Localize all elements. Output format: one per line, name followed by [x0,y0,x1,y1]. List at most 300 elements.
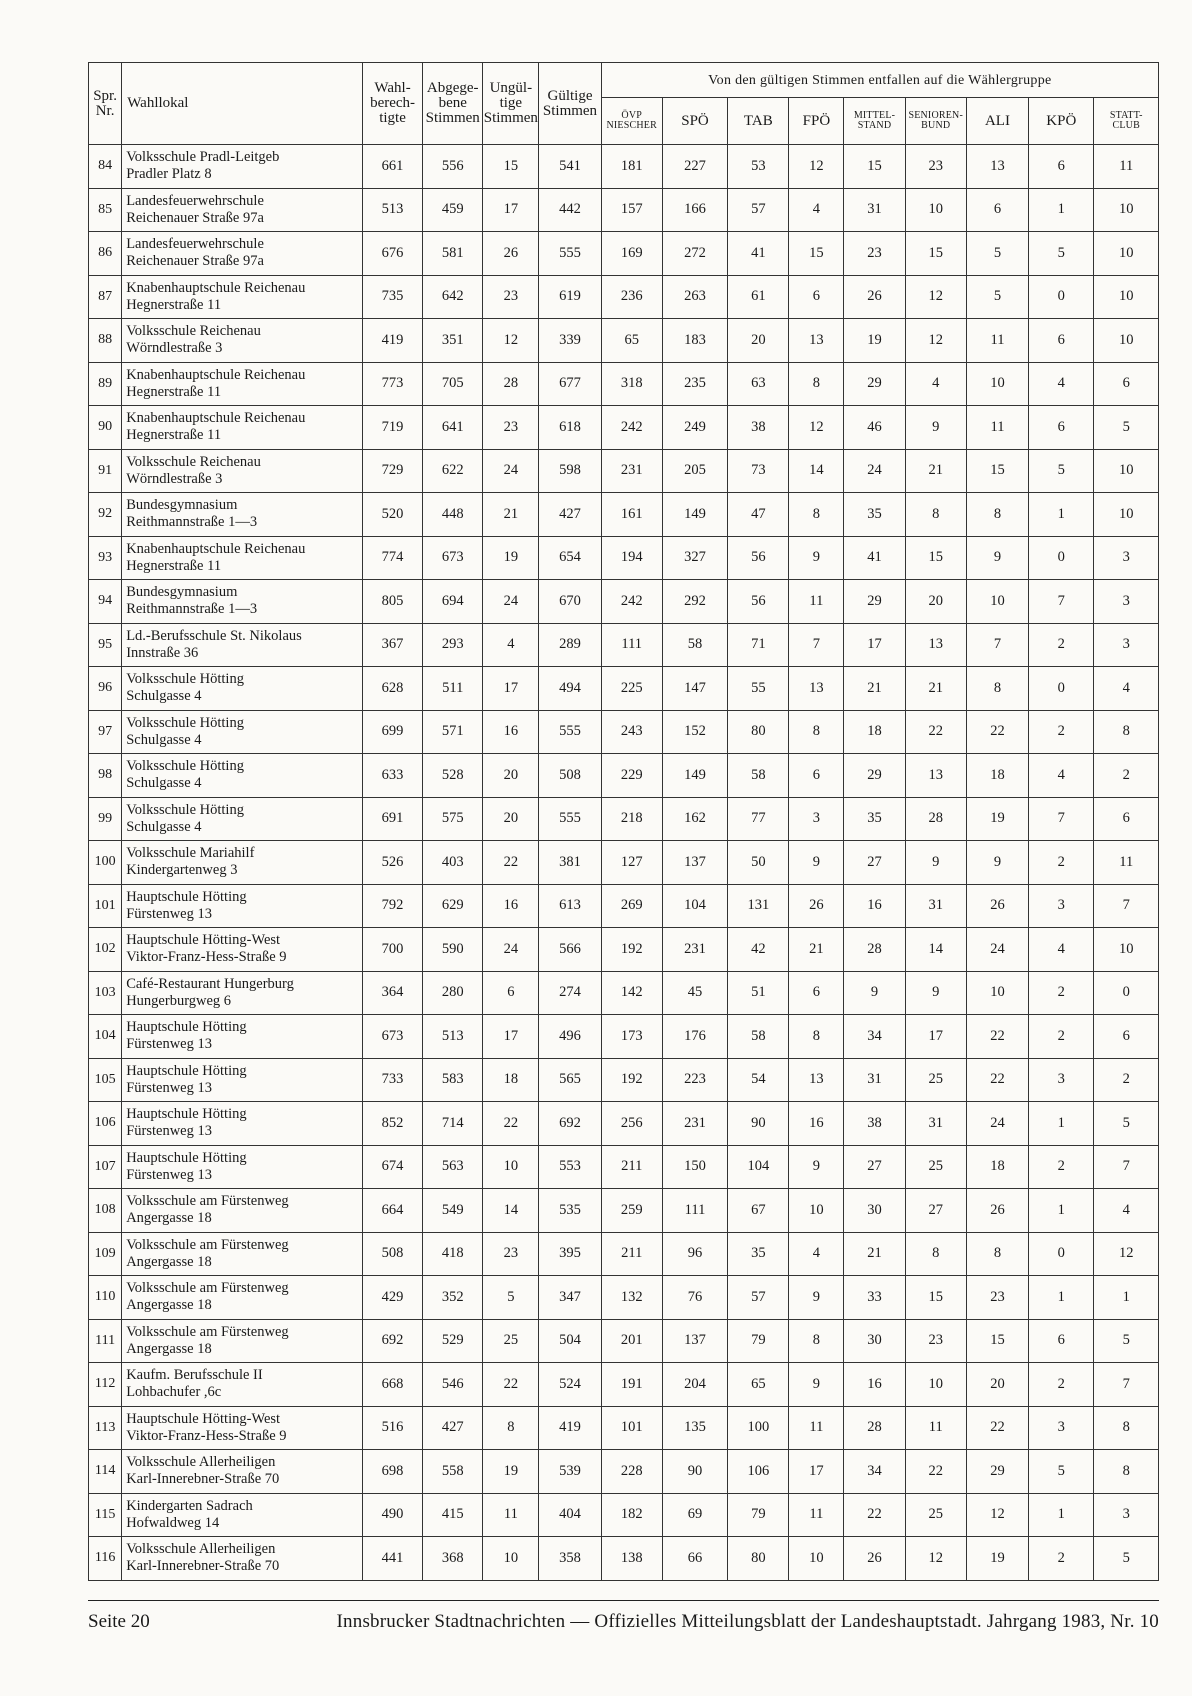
station-name: Kaufm. Berufsschule II [126,1367,263,1384]
vote-cell: 5 [1094,1102,1159,1146]
table-row [89,884,1159,928]
vote-cell: 27 [844,841,905,885]
station-name: Volksschule Hötting [126,671,244,688]
vote-cell: 280 [423,971,483,1015]
vote-cell: 9 [789,1145,844,1189]
vote-cell: 590 [423,928,483,972]
vote-cell: 169 [601,232,662,276]
vote-cell: 677 [539,362,601,406]
station-name: Volksschule Pradl-Leitgeb [126,149,280,166]
vote-cell: 4 [1029,754,1094,798]
vote-cell: 18 [483,1058,539,1102]
vote-cell: 57 [728,188,789,232]
vote-cell: 513 [362,188,422,232]
vote-cell: 13 [789,319,844,363]
station-name: Volksschule Allerheiligen [126,1541,276,1558]
vote-cell: 699 [362,710,422,754]
vote-cell: 29 [844,754,905,798]
station-name: Kindergarten Sadrach [126,1497,253,1514]
vote-cell: 132 [601,1276,662,1320]
vote-cell: 12 [905,1537,966,1581]
vote-cell: 619 [539,275,601,319]
vote-cell: 58 [728,1015,789,1059]
vote-cell: 80 [728,710,789,754]
vote-cell: 459 [423,188,483,232]
vote-cell: 524 [539,1363,601,1407]
vote-cell: 628 [362,667,422,711]
vote-cell: 448 [423,493,483,537]
vote-cell: 173 [601,1015,662,1059]
vote-cell: 8 [966,1232,1028,1276]
vote-cell: 5 [1094,1537,1159,1581]
row-number: 93 [89,536,122,580]
vote-cell: 5 [483,1276,539,1320]
vote-cell: 8 [905,1232,966,1276]
vote-cell: 21 [789,928,844,972]
vote-cell: 5 [1094,406,1159,450]
vote-cell: 249 [662,406,727,450]
vote-cell: 9 [905,971,966,1015]
vote-cell: 24 [483,928,539,972]
vote-cell: 16 [844,884,905,928]
vote-cell: 242 [601,580,662,624]
vote-cell: 0 [1029,536,1094,580]
vote-cell: 15 [905,232,966,276]
vote-cell: 698 [362,1450,422,1494]
row-number: 107 [89,1145,122,1189]
vote-cell: 673 [423,536,483,580]
vote-cell: 16 [483,710,539,754]
vote-cell: 24 [966,928,1028,972]
vote-cell: 535 [539,1189,601,1233]
vote-cell: 490 [362,1493,422,1537]
polling-station [122,449,363,493]
vote-cell: 19 [844,319,905,363]
vote-cell: 8 [789,1015,844,1059]
vote-cell: 419 [539,1406,601,1450]
table-row [89,797,1159,841]
polling-station [122,841,363,885]
vote-cell: 15 [966,1319,1028,1363]
station-name: Hauptschule Hötting [126,888,247,905]
header-party-group-title: Von den gültigen Stimmen entfallen auf die Wählergruppe [601,63,1158,98]
publication-line: Innsbrucker Stadtnachrichten — Offizielles Mitteilungsblatt der Landeshauptstadt. Jahrgang 1983, Nr. 10 [336,1611,1159,1632]
vote-cell: 161 [601,493,662,537]
vote-cell: 22 [966,1406,1028,1450]
vote-cell: 10 [905,188,966,232]
vote-cell: 318 [601,362,662,406]
vote-cell: 613 [539,884,601,928]
station-address: Fürstenweg 13 [126,905,212,922]
vote-cell: 28 [844,1406,905,1450]
table-body [89,145,1159,1581]
vote-cell: 555 [539,797,601,841]
vote-cell: 77 [728,797,789,841]
vote-cell: 8 [483,1406,539,1450]
row-number: 92 [89,493,122,537]
vote-cell: 21 [844,667,905,711]
vote-cell: 256 [601,1102,662,1146]
table-row [89,536,1159,580]
vote-cell: 1 [1094,1276,1159,1320]
vote-cell: 9 [789,536,844,580]
vote-cell: 6 [966,188,1028,232]
table-row [89,232,1159,276]
polling-station [122,710,363,754]
vote-cell: 150 [662,1145,727,1189]
station-address: Fürstenweg 13 [126,1036,212,1053]
table-row [89,1406,1159,1450]
vote-cell: 269 [601,884,662,928]
vote-cell: 10 [1094,232,1159,276]
vote-cell: 18 [966,754,1028,798]
vote-cell: 41 [728,232,789,276]
station-name: Landesfeuerwehrschule [126,236,264,253]
vote-cell: 10 [966,580,1028,624]
vote-cell: 225 [601,667,662,711]
vote-cell: 719 [362,406,422,450]
station-name: Hauptschule Hötting [126,1019,247,1036]
vote-cell: 641 [423,406,483,450]
table-row [89,1450,1159,1494]
vote-cell: 6 [1029,319,1094,363]
vote-cell: 79 [728,1319,789,1363]
vote-cell: 47 [728,493,789,537]
vote-cell: 71 [728,623,789,667]
vote-cell: 618 [539,406,601,450]
vote-cell: 581 [423,232,483,276]
polling-station [122,406,363,450]
vote-cell: 1 [1029,1276,1094,1320]
vote-cell: 30 [844,1319,905,1363]
vote-cell: 2 [1029,841,1094,885]
vote-cell: 0 [1029,667,1094,711]
vote-cell: 700 [362,928,422,972]
station-address: Reichenauer Straße 97a [126,253,264,270]
vote-cell: 4 [789,1232,844,1276]
vote-cell: 661 [362,145,422,189]
vote-cell: 735 [362,275,422,319]
vote-cell: 10 [1094,275,1159,319]
vote-cell: 10 [905,1363,966,1407]
vote-cell: 235 [662,362,727,406]
vote-cell: 274 [539,971,601,1015]
vote-cell: 2 [1094,754,1159,798]
vote-cell: 17 [844,623,905,667]
vote-cell: 8 [966,493,1028,537]
vote-cell: 28 [905,797,966,841]
vote-cell: 205 [662,449,727,493]
vote-cell: 3 [1094,623,1159,667]
vote-cell: 629 [423,884,483,928]
vote-cell: 2 [1029,1015,1094,1059]
vote-cell: 272 [662,232,727,276]
station-name: Hauptschule Hötting-West [126,1410,281,1427]
station-address: Innstraße 36 [126,644,199,661]
vote-cell: 8 [1094,710,1159,754]
table-row [89,710,1159,754]
vote-cell: 4 [905,362,966,406]
vote-cell: 231 [601,449,662,493]
vote-cell: 26 [966,884,1028,928]
row-number: 101 [89,884,122,928]
vote-cell: 729 [362,449,422,493]
vote-cell: 182 [601,1493,662,1537]
polling-station [122,188,363,232]
vote-cell: 18 [844,710,905,754]
vote-cell: 26 [483,232,539,276]
vote-cell: 242 [601,406,662,450]
vote-cell: 571 [423,710,483,754]
station-name: Volksschule am Fürstenweg [126,1280,289,1297]
vote-cell: 5 [1029,232,1094,276]
polling-station [122,580,363,624]
row-number: 104 [89,1015,122,1059]
row-number: 112 [89,1363,122,1407]
vote-cell: 664 [362,1189,422,1233]
vote-cell: 25 [483,1319,539,1363]
polling-station [122,1363,363,1407]
vote-cell: 28 [483,362,539,406]
vote-cell: 25 [905,1145,966,1189]
station-address: Hegnerstraße 11 [126,296,222,313]
vote-cell: 236 [601,275,662,319]
vote-cell: 852 [362,1102,422,1146]
vote-cell: 508 [539,754,601,798]
vote-cell: 16 [844,1363,905,1407]
vote-cell: 137 [662,841,727,885]
vote-cell: 51 [728,971,789,1015]
vote-cell: 516 [362,1406,422,1450]
vote-cell: 149 [662,754,727,798]
vote-cell: 705 [423,362,483,406]
vote-cell: 20 [966,1363,1028,1407]
vote-cell: 714 [423,1102,483,1146]
vote-cell: 2 [1029,971,1094,1015]
vote-cell: 137 [662,1319,727,1363]
header-party-3: FPÖ [789,98,844,145]
vote-cell: 546 [423,1363,483,1407]
vote-cell: 4 [1094,1189,1159,1233]
table-row [89,623,1159,667]
vote-cell: 494 [539,667,601,711]
vote-cell: 17 [483,1015,539,1059]
polling-station [122,1015,363,1059]
vote-cell: 1 [1029,188,1094,232]
vote-cell: 10 [1094,188,1159,232]
row-number: 116 [89,1537,122,1581]
vote-cell: 7 [789,623,844,667]
page-footer [88,1600,1159,1632]
vote-cell: 65 [728,1363,789,1407]
vote-cell: 191 [601,1363,662,1407]
station-address: Fürstenweg 13 [126,1166,212,1183]
vote-cell: 9 [966,536,1028,580]
vote-cell: 633 [362,754,422,798]
vote-cell: 10 [966,971,1028,1015]
header-wahllokal: Wahllokal [122,63,363,145]
vote-cell: 8 [789,362,844,406]
vote-cell: 14 [905,928,966,972]
vote-cell: 142 [601,971,662,1015]
vote-cell: 2 [1029,1145,1094,1189]
polling-station [122,1276,363,1320]
vote-cell: 1 [1029,1102,1094,1146]
vote-cell: 13 [966,145,1028,189]
table-row [89,667,1159,711]
vote-cell: 211 [601,1232,662,1276]
vote-cell: 5 [966,275,1028,319]
vote-cell: 24 [966,1102,1028,1146]
vote-cell: 0 [1029,1232,1094,1276]
vote-cell: 339 [539,319,601,363]
vote-cell: 17 [483,188,539,232]
vote-cell: 13 [905,623,966,667]
vote-cell: 418 [423,1232,483,1276]
row-number: 105 [89,1058,122,1102]
vote-cell: 575 [423,797,483,841]
polling-station [122,1189,363,1233]
vote-cell: 11 [1094,841,1159,885]
vote-cell: 352 [423,1276,483,1320]
table-row [89,841,1159,885]
vote-cell: 566 [539,928,601,972]
table-row [89,1015,1159,1059]
station-name: Hauptschule Hötting [126,1149,247,1166]
vote-cell: 555 [539,232,601,276]
vote-cell: 263 [662,275,727,319]
vote-cell: 441 [362,1537,422,1581]
vote-cell: 90 [662,1450,727,1494]
vote-cell: 57 [728,1276,789,1320]
row-number: 98 [89,754,122,798]
row-number: 87 [89,275,122,319]
polling-station [122,1145,363,1189]
station-address: Angergasse 18 [126,1253,212,1270]
station-address: Reithmannstraße 1—3 [126,514,258,531]
station-name: Volksschule Hötting [126,758,244,775]
vote-cell: 26 [789,884,844,928]
vote-cell: 69 [662,1493,727,1537]
vote-cell: 138 [601,1537,662,1581]
vote-cell: 10 [1094,449,1159,493]
vote-cell: 774 [362,536,422,580]
header-party-7: KPÖ [1029,98,1094,145]
station-name: Volksschule Reichenau [126,453,261,470]
vote-cell: 19 [483,536,539,580]
vote-cell: 19 [483,1450,539,1494]
vote-cell: 9 [844,971,905,1015]
vote-cell: 3 [1029,884,1094,928]
polling-station [122,1406,363,1450]
vote-cell: 327 [662,536,727,580]
vote-cell: 149 [662,493,727,537]
vote-cell: 11 [789,1406,844,1450]
table-row [89,1319,1159,1363]
vote-cell: 22 [966,710,1028,754]
vote-cell: 0 [1029,275,1094,319]
vote-cell: 654 [539,536,601,580]
vote-cell: 6 [1029,406,1094,450]
row-number: 110 [89,1276,122,1320]
vote-cell: 12 [966,1493,1028,1537]
vote-cell: 31 [905,1102,966,1146]
header-spr-nr: Spr. Nr. [89,63,122,145]
page-number: Seite 20 [88,1611,150,1632]
vote-cell: 6 [1094,797,1159,841]
vote-cell: 227 [662,145,727,189]
vote-cell: 13 [789,1058,844,1102]
station-address: Angergasse 18 [126,1340,212,1357]
vote-cell: 15 [905,1276,966,1320]
vote-cell: 3 [1029,1058,1094,1102]
polling-station [122,275,363,319]
table-row [89,145,1159,189]
vote-cell: 15 [966,449,1028,493]
station-address: Fürstenweg 13 [126,1123,212,1140]
polling-station [122,1319,363,1363]
vote-cell: 22 [905,1450,966,1494]
vote-cell: 26 [844,275,905,319]
vote-cell: 176 [662,1015,727,1059]
vote-cell: 135 [662,1406,727,1450]
vote-cell: 23 [905,1319,966,1363]
station-name: Ld.-Berufsschule St. Nikolaus [126,627,302,644]
vote-cell: 25 [905,1058,966,1102]
vote-cell: 7 [1029,797,1094,841]
station-name: Knabenhauptschule Reichenau [126,540,306,557]
polling-station [122,145,363,189]
station-address: Viktor-Franz-Hess-Straße 9 [126,1427,287,1444]
polling-station [122,1493,363,1537]
vote-cell: 0 [1094,971,1159,1015]
vote-cell: 6 [1029,1319,1094,1363]
vote-cell: 8 [905,493,966,537]
row-number: 96 [89,667,122,711]
row-number: 91 [89,449,122,493]
row-number: 84 [89,145,122,189]
row-number: 113 [89,1406,122,1450]
table-row [89,928,1159,972]
vote-cell: 23 [483,275,539,319]
table-header [89,63,1159,145]
vote-cell: 42 [728,928,789,972]
vote-cell: 7 [1094,1363,1159,1407]
station-name: Volksschule Mariahilf [126,845,255,862]
vote-cell: 50 [728,841,789,885]
vote-cell: 2 [1029,1363,1094,1407]
table-row [89,1232,1159,1276]
header-party-2: TAB [728,98,789,145]
vote-cell: 147 [662,667,727,711]
vote-cell: 66 [662,1537,727,1581]
vote-cell: 415 [423,1493,483,1537]
vote-cell: 14 [483,1189,539,1233]
station-address: Kindergartenweg 3 [126,862,238,879]
vote-cell: 670 [539,580,601,624]
vote-cell: 21 [483,493,539,537]
vote-cell: 10 [1094,493,1159,537]
table-row [89,1537,1159,1581]
row-number: 102 [89,928,122,972]
vote-cell: 691 [362,797,422,841]
vote-cell: 23 [483,406,539,450]
vote-cell: 243 [601,710,662,754]
table-row [89,1276,1159,1320]
vote-cell: 46 [844,406,905,450]
station-address: Reichenauer Straße 97a [126,209,264,226]
vote-cell: 31 [844,1058,905,1102]
